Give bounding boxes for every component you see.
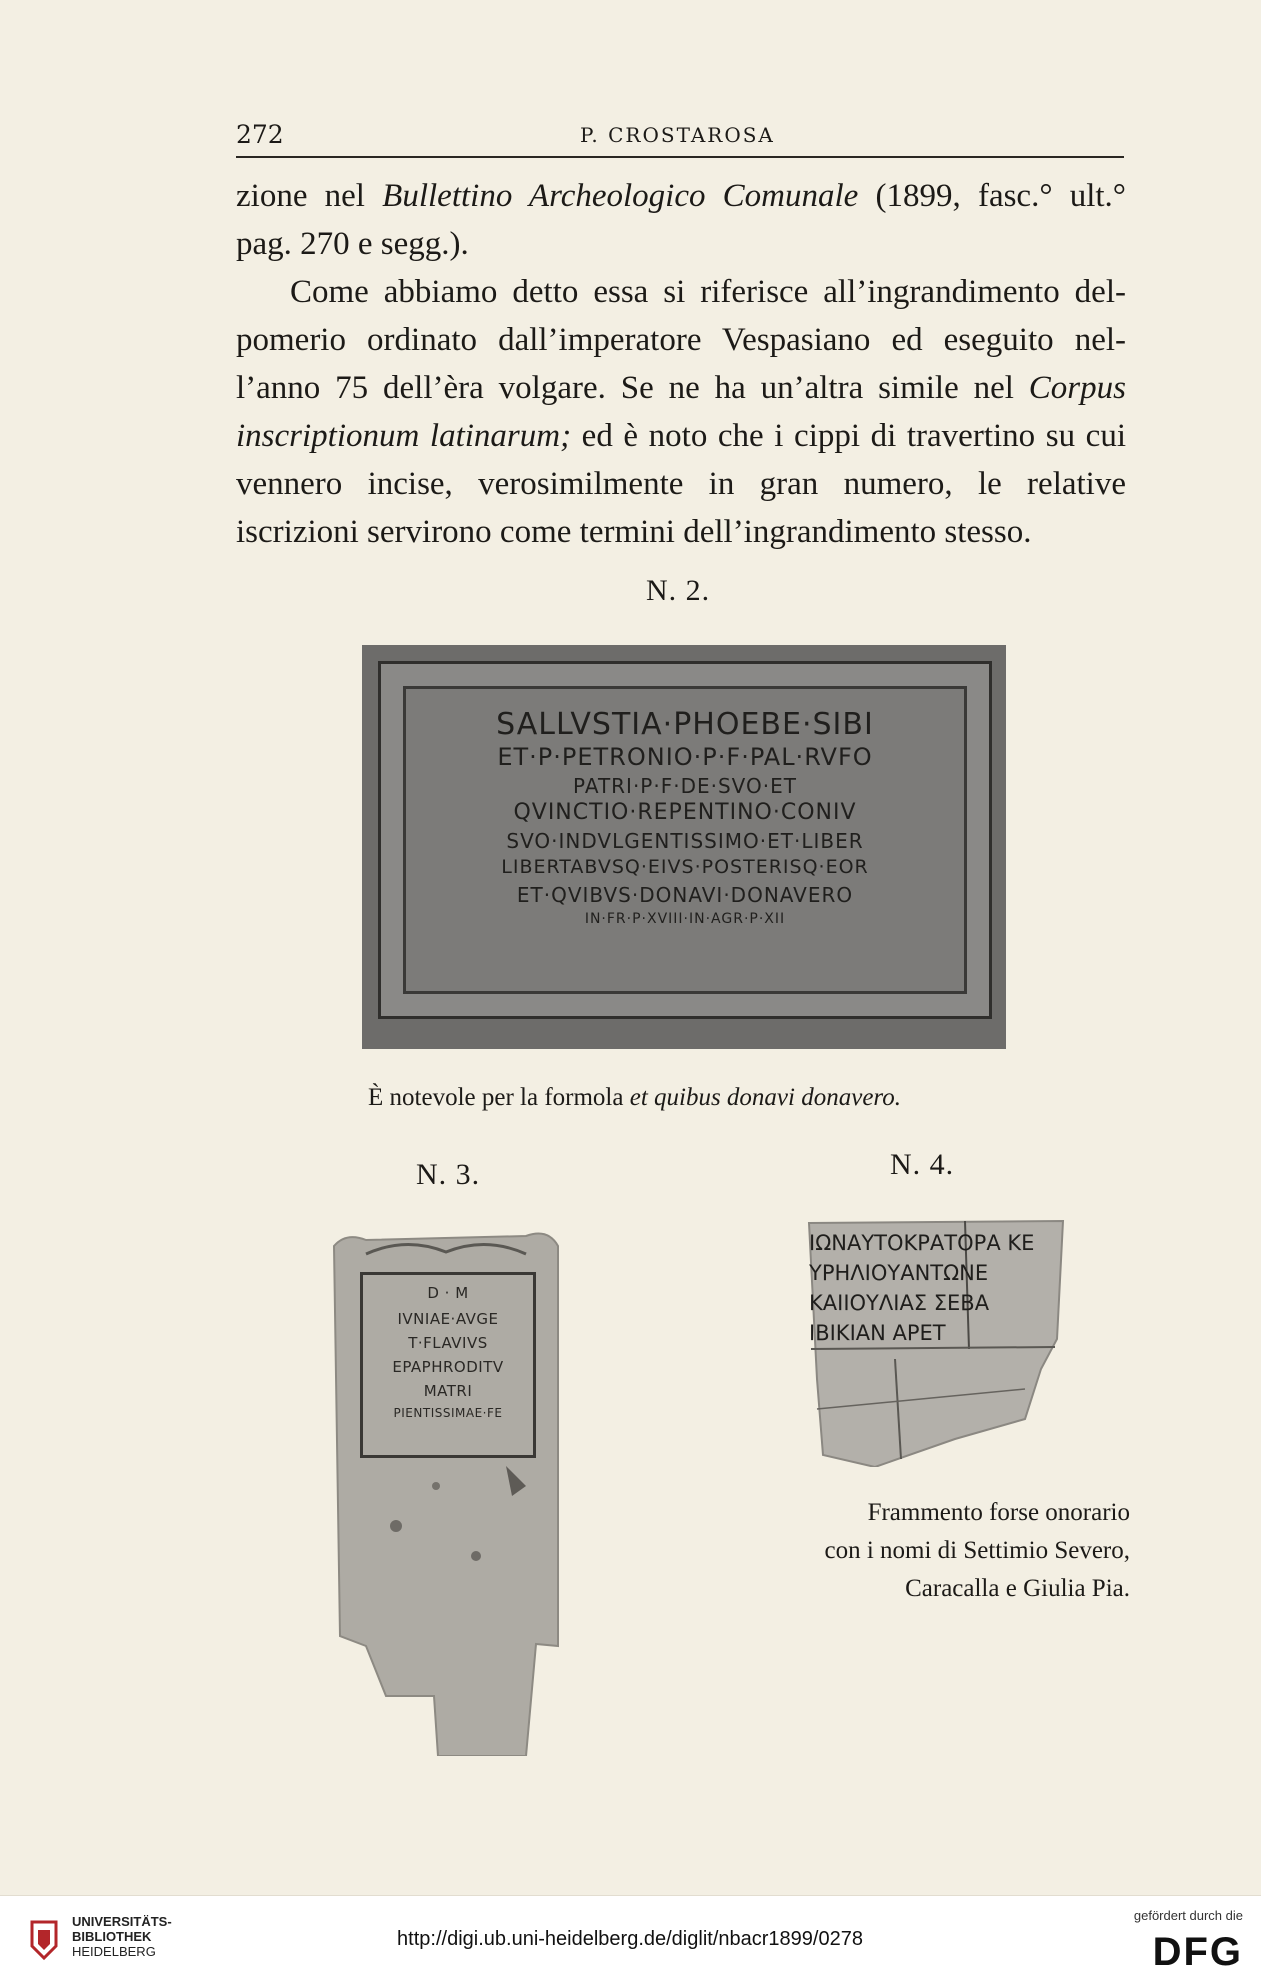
inscription-line: LIBERTABVSQ·EIVS·POSTERISQ·EOR bbox=[501, 856, 869, 878]
inscription-line: SALLVSTIA·PHOEBE·SIBI bbox=[496, 707, 874, 742]
body-text bbox=[236, 172, 1126, 556]
text-run: (1899, fasc.° ult.° pag. 270 e segg.). bbox=[236, 178, 1126, 262]
inscription-line: ET·P·PETRONIO·P·F·PAL·RVFO bbox=[497, 743, 873, 771]
inscription-line: MATRI bbox=[423, 1382, 473, 1400]
stone-panel bbox=[403, 686, 967, 994]
text-run: Come abbiamo detto essa si riferisce all’ingrandimento del-pomerio ordinato dall’imperatore Vespasiano ed eseguito nel-l’anno 75 dell’èra volgare. Se ne ha un’altra simile nel bbox=[236, 274, 1126, 406]
paragraph-1 bbox=[236, 172, 1126, 268]
fig3-stele-photo bbox=[326, 1226, 566, 1756]
permalink-url[interactable]: http://digi.ub.uni-heidelberg.de/diglit/nbacr1899/0278 bbox=[397, 1928, 863, 1950]
library-name bbox=[72, 1914, 172, 1959]
fig2-inscription-photo bbox=[362, 645, 1006, 1049]
fig4-fragment-photo bbox=[805, 1219, 1067, 1467]
library-name-line: UNIVERSITÄTS- bbox=[72, 1914, 172, 1929]
university-library-logo[interactable] bbox=[26, 1918, 62, 1962]
fig4-caption bbox=[730, 1494, 1130, 1608]
caption-formula: et quibus donavi donavero. bbox=[629, 1084, 901, 1111]
text-run: ed è noto che i cippi di travertino su cui vennero incise, verosimilmente in gran numero, le relative iscrizioni servirono come termini dell’ingrandimento stesso. bbox=[236, 418, 1126, 550]
running-header bbox=[236, 114, 1124, 158]
inscription-line: ET·QVIBVS·DONAVI·DONAVERO bbox=[516, 883, 854, 907]
inscription-line: ΙΩΝΑΥΤΟΚΡΑΤΟΡΑ ΚΕ bbox=[809, 1231, 1035, 1255]
stone-frame bbox=[378, 661, 992, 1019]
caption-line: Caracalla e Giulia Pia. bbox=[905, 1575, 1130, 1602]
caption-text: È notevole per la formola bbox=[368, 1084, 630, 1111]
inscription-line: T·FLAVIVS bbox=[408, 1334, 488, 1352]
fig4-label: N. 4. bbox=[890, 1148, 955, 1181]
inscription-line: ΙΒΙΚΙΑΝ ΑΡΕΤ bbox=[809, 1321, 946, 1345]
fig3-label: N. 3. bbox=[416, 1158, 481, 1191]
inscription-line: EPAPHRODITV bbox=[392, 1358, 504, 1376]
fig2-label: N. 2. bbox=[646, 574, 711, 607]
header-author: P. CROSTAROSA bbox=[580, 123, 775, 147]
dfg-logo[interactable]: DFG bbox=[1152, 1930, 1243, 1974]
corpus-title: Corpus inscriptionum latinarum; bbox=[236, 370, 1126, 454]
library-name-line: HEIDELBERG bbox=[72, 1944, 156, 1959]
inscription-line: QVINCTIO·REPENTINO·CONIV bbox=[513, 800, 857, 825]
journal-title: Bullettino Archeologico Comunale bbox=[382, 178, 859, 214]
inscription-line: IN·FR·P·XVIII·IN·AGR·P·XII bbox=[584, 911, 786, 927]
fig2-caption bbox=[368, 1084, 901, 1112]
text-run: zione nel bbox=[236, 178, 383, 214]
inscription-line: IVNIAE·AVGE bbox=[397, 1310, 499, 1328]
caption-line: Frammento forse onorario bbox=[867, 1499, 1130, 1526]
paragraph-2 bbox=[236, 268, 1126, 556]
inscription-line: SVO·INDVLGENTISSIMO·ET·LIBER bbox=[506, 829, 864, 853]
inscription-line: PATRI·P·F·DE·SVO·ET bbox=[573, 774, 797, 798]
page-number: 272 bbox=[236, 120, 284, 149]
footer-bar bbox=[0, 1895, 1261, 1982]
inscription-line: ΥΡΗΛΙΟΥΑΝΤΩΝΕ bbox=[809, 1261, 989, 1285]
inscription-line: PIENTISSIMAE·FE bbox=[393, 1406, 503, 1420]
inscription-line: ΚΑΙΙΟΥΛΙΑΣ ΣΕΒΑ bbox=[809, 1291, 990, 1315]
inscription-line: D · M bbox=[427, 1284, 469, 1302]
library-name-line: BIBLIOTHEK bbox=[72, 1929, 152, 1944]
caption-line: con i nomi di Settimio Severo, bbox=[824, 1537, 1130, 1564]
funded-by-text: gefördert durch die bbox=[1133, 1908, 1243, 1923]
